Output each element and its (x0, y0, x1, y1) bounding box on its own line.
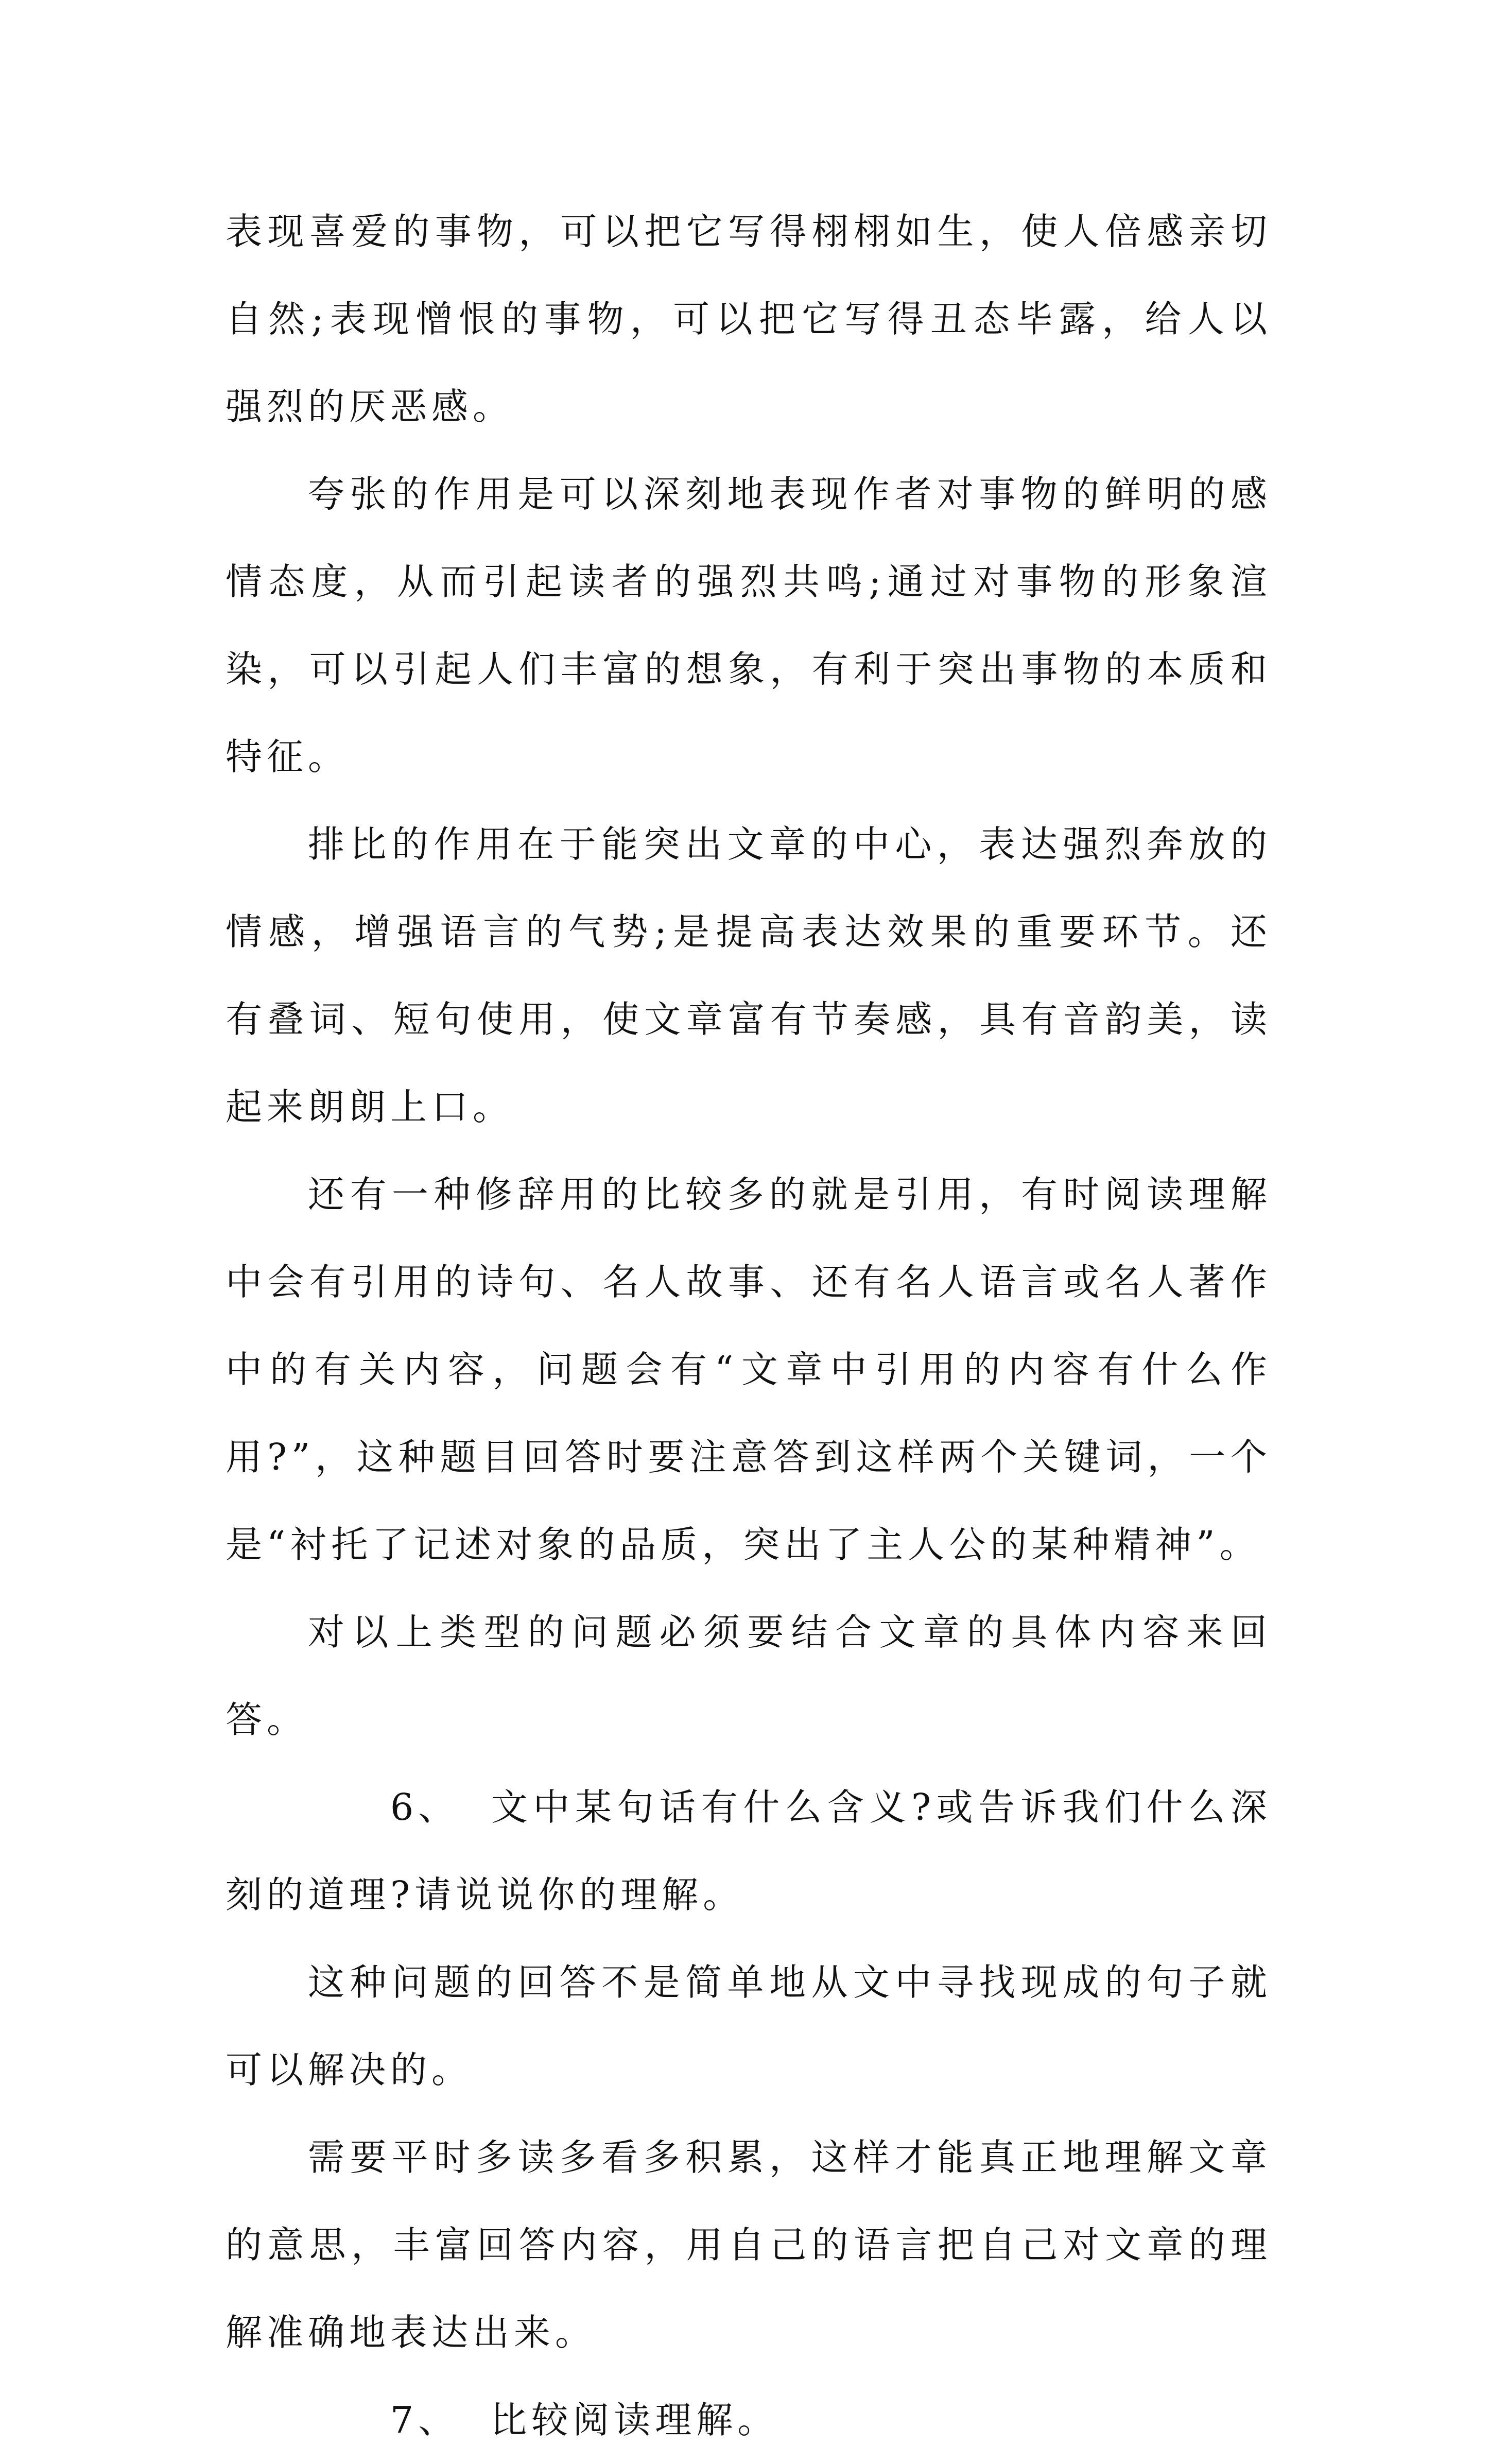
list-item-7 (226, 2376, 1272, 2464)
paragraph-parallelism-function: 排比的作用在于能突出文章的中心，表达强烈奔放的情感，增强语言的气势;是提高表达效果的重要环节。还有叠词、短句使用，使文章富有节奏感，具有音韵美，读起来朗朗上口。 (226, 823, 1272, 1128)
list-item-6-text: 文中某句话有什么含义?或告诉我们什么深刻的道理?请说说你的理解。 (226, 1786, 1272, 1916)
paragraph-exaggeration-effect-continued: 表现喜爱的事物，可以把它写得栩栩如生，使人倍感亲切自然;表现憎恨的事物，可以把它写得丑态毕露，给人以强烈的厌恶感。 (226, 210, 1272, 428)
document-body (226, 188, 1272, 2464)
list-number-6: 6、 (390, 1786, 460, 1829)
paragraph-answer-with-content: 对以上类型的问题必须要结合文章的具体内容来回答。 (226, 1611, 1272, 1741)
paragraph-read-more-accumulate: 需要平时多读多看多积累，这样才能真正地理解文章的意思，丰富回答内容，用自己的语言把自己对文章的理解准确地表达出来。 (226, 2136, 1272, 2354)
list-item-6 (226, 1764, 1272, 1939)
list-item-7-text: 比较阅读理解。 (490, 2399, 779, 2441)
paragraph-exaggeration-function: 夸张的作用是可以深刻地表现作者对事物的鲜明的感情态度，从而引起读者的强烈共鸣;通过对事物的形象渲染，可以引起人们丰富的想象，有利于突出事物的本质和特征。 (226, 473, 1272, 778)
paragraph-quotation-function: 还有一种修辞用的比较多的就是引用，有时阅读理解中会有引用的诗句、名人故事、还有名人语言或名人著作中的有关内容，问题会有“文章中引用的内容有什么作用?”，这种题目回答时要注意答到这样两个关键词，一个是“衬托了记述对象的品质，突出了主人公的某种精神”。 (226, 1173, 1272, 1566)
list-number-7: 7、 (390, 2399, 460, 2441)
paragraph-not-simple-answer: 这种问题的回答不是简单地从文中寻找现成的句子就可以解决的。 (226, 1961, 1272, 2091)
